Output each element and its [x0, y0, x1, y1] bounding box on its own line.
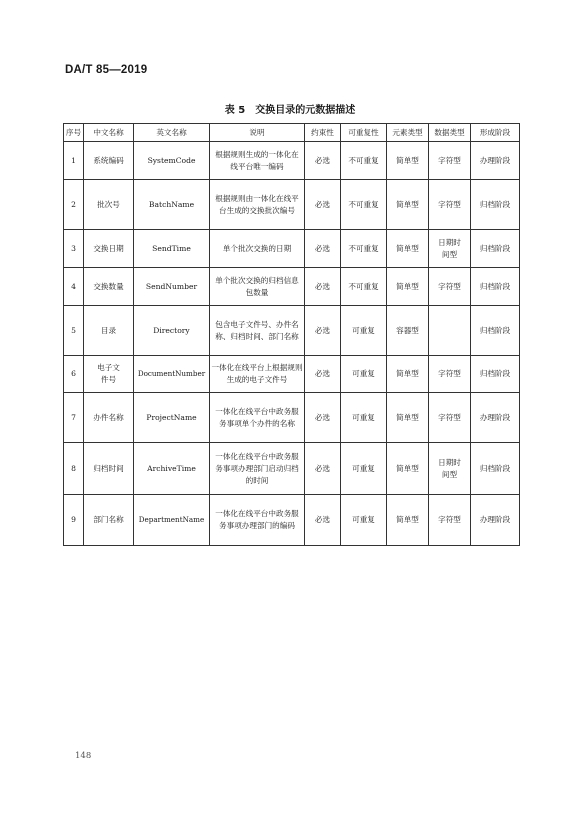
table-row [64, 180, 520, 230]
cell-description: 一体化在线平台中政务服务事项办理部门启动归档的时间 [210, 443, 305, 495]
header-description: 说明 [210, 124, 305, 142]
cell-repeatability: 不可重复 [341, 142, 387, 180]
cell-no: 8 [64, 443, 84, 495]
cell-no: 7 [64, 393, 84, 443]
cell-no: 2 [64, 180, 84, 230]
header-en-name: 英文名称 [134, 124, 210, 142]
cell-constraint: 必选 [305, 495, 341, 546]
cell-element-type: 简单型 [387, 268, 429, 306]
table-row [64, 356, 520, 393]
table-row [64, 306, 520, 356]
cell-constraint: 必选 [305, 356, 341, 393]
cell-en-name: Directory [134, 306, 210, 356]
cell-data-type: 字符型 [429, 268, 471, 306]
cell-cn-name: 交换数量 [84, 268, 134, 306]
header-element-type: 元素类型 [387, 124, 429, 142]
cell-data-type: 字符型 [429, 356, 471, 393]
cell-cn-name: 电子文件号 [84, 356, 134, 393]
header-cn-name: 中文名称 [84, 124, 134, 142]
cell-description: 一体化在线平台上根据规则生成的电子文件号 [210, 356, 305, 393]
cell-constraint: 必选 [305, 443, 341, 495]
cell-data-type: 字符型 [429, 495, 471, 546]
cell-constraint: 必选 [305, 393, 341, 443]
cell-en-name: ArchiveTime [134, 443, 210, 495]
cell-cn-name: 系统编码 [84, 142, 134, 180]
cell-cn-name: 归档时间 [84, 443, 134, 495]
cell-description: 根据规则由一体化在线平台生成的交换批次编号 [210, 180, 305, 230]
cell-repeatability: 可重复 [341, 443, 387, 495]
cell-element-type: 简单型 [387, 180, 429, 230]
header-no: 序号 [64, 124, 84, 142]
cell-en-name: DocumentNumber [134, 356, 210, 393]
cell-element-type: 简单型 [387, 495, 429, 546]
cell-description: 一体化在线平台中政务服务事项单个办件的名称 [210, 393, 305, 443]
cell-repeatability: 可重复 [341, 306, 387, 356]
cell-cn-name: 交换日期 [84, 230, 134, 268]
cell-en-name: SendTime [134, 230, 210, 268]
cell-stage: 办理阶段 [471, 142, 520, 180]
cell-element-type: 简单型 [387, 142, 429, 180]
cell-no: 1 [64, 142, 84, 180]
cell-stage: 归档阶段 [471, 306, 520, 356]
cell-element-type: 简单型 [387, 230, 429, 268]
header-data-type: 数据类型 [429, 124, 471, 142]
cell-no: 9 [64, 495, 84, 546]
cell-cn-name: 批次号 [84, 180, 134, 230]
cell-repeatability: 不可重复 [341, 180, 387, 230]
cell-data-type: 日期时间型 [429, 230, 471, 268]
cell-cn-name: 部门名称 [84, 495, 134, 546]
cell-stage: 归档阶段 [471, 443, 520, 495]
cell-description: 根据规则生成的一体化在线平台唯一编码 [210, 142, 305, 180]
table-row [64, 495, 520, 546]
cell-stage: 归档阶段 [471, 230, 520, 268]
cell-en-name: SystemCode [134, 142, 210, 180]
cell-data-type: 日期时间型 [429, 443, 471, 495]
cell-no: 6 [64, 356, 84, 393]
cell-no: 5 [64, 306, 84, 356]
cell-stage: 归档阶段 [471, 268, 520, 306]
cell-cn-name: 目录 [84, 306, 134, 356]
table-title: 表 5 交换目录的元数据描述 [224, 105, 356, 116]
table-row [64, 443, 520, 495]
cell-constraint: 必选 [305, 268, 341, 306]
header-constraint: 约束性 [305, 124, 341, 142]
cell-constraint: 必选 [305, 306, 341, 356]
cell-repeatability: 可重复 [341, 393, 387, 443]
table-row [64, 142, 520, 180]
cell-description: 包含电子文件号、办件名称、归档时间、部门名称 [210, 306, 305, 356]
cell-data-type: 字符型 [429, 142, 471, 180]
cell-description: 一体化在线平台中政务服务事项办理部门的编码 [210, 495, 305, 546]
header-stage: 形成阶段 [471, 124, 520, 142]
page-number: 148 [75, 751, 92, 761]
cell-no: 3 [64, 230, 84, 268]
cell-element-type: 容器型 [387, 306, 429, 356]
cell-constraint: 必选 [305, 180, 341, 230]
cell-element-type: 简单型 [387, 356, 429, 393]
cell-repeatability: 不可重复 [341, 230, 387, 268]
cell-en-name: BatchName [134, 180, 210, 230]
metadata-table [63, 123, 520, 546]
cell-description: 单个批次交换的归档信息包数量 [210, 268, 305, 306]
cell-stage: 办理阶段 [471, 495, 520, 546]
table-row [64, 230, 520, 268]
cell-en-name: ProjectName [134, 393, 210, 443]
cell-repeatability: 可重复 [341, 495, 387, 546]
cell-stage: 归档阶段 [471, 180, 520, 230]
table-row [64, 393, 520, 443]
cell-stage: 归档阶段 [471, 356, 520, 393]
cell-element-type: 简单型 [387, 443, 429, 495]
cell-no: 4 [64, 268, 84, 306]
cell-data-type: 字符型 [429, 393, 471, 443]
cell-constraint: 必选 [305, 230, 341, 268]
cell-repeatability: 可重复 [341, 356, 387, 393]
cell-en-name: DepartmentName [134, 495, 210, 546]
cell-description: 单个批次交换的日期 [210, 230, 305, 268]
cell-element-type: 简单型 [387, 393, 429, 443]
cell-data-type [429, 306, 471, 356]
cell-data-type: 字符型 [429, 180, 471, 230]
table-row [64, 268, 520, 306]
standard-code: DA/T 85—2019 [65, 64, 148, 76]
cell-en-name: SendNumber [134, 268, 210, 306]
table-header-row [64, 124, 520, 142]
cell-cn-name: 办件名称 [84, 393, 134, 443]
header-repeatability: 可重复性 [341, 124, 387, 142]
cell-repeatability: 不可重复 [341, 268, 387, 306]
cell-stage: 办理阶段 [471, 393, 520, 443]
cell-constraint: 必选 [305, 142, 341, 180]
